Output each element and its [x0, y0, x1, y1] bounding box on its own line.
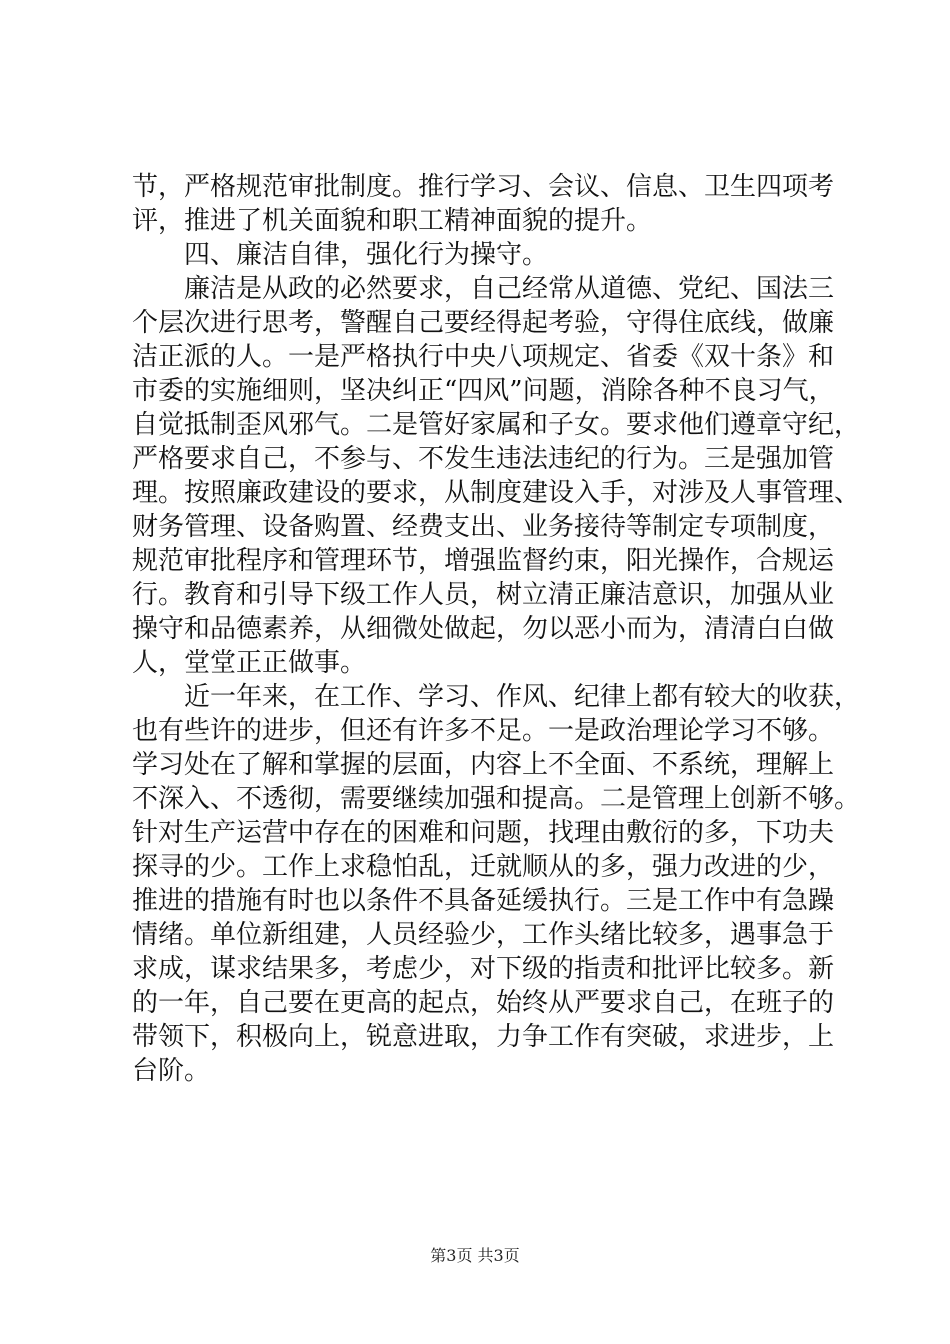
text-line: 操守和品德素养，从细微处做起，勿以恶小而为，清清白白做 — [132, 614, 835, 644]
text-line: 洁正派的人。一是严格执行中央八项规定、省委《双十条》和 — [132, 342, 835, 372]
text-line: 学习处在了解和掌握的层面，内容上不全面、不系统，理解上 — [132, 750, 835, 780]
text-line: 廉洁是从政的必然要求，自己经常从道德、党纪、国法三 — [132, 274, 835, 304]
text-line: 人，堂堂正正做事。 — [132, 648, 367, 678]
text-line: 个层次进行思考，警醒自己要经得起考验，守得住底线，做廉 — [132, 308, 835, 338]
text-line: 自觉抵制歪风邪气。二是管好家属和子女。要求他们遵章守纪， — [132, 410, 861, 440]
page-number-footer: 第3页 共3页 — [430, 1246, 520, 1265]
text-line: 行。教育和引导下级工作人员，树立清正廉洁意识，加强从业 — [132, 580, 835, 610]
text-line: 求成，谋求结果多，考虑少，对下级的指责和批评比较多。新 — [132, 954, 835, 984]
text-line: 市委的实施细则，坚决纠正“四风”问题，消除各种不良习气， — [132, 376, 835, 406]
text-line: 推进的措施有时也以条件不具备延缓执行。三是工作中有急躁 — [132, 886, 835, 916]
text-line: 严格要求自己，不参与、不发生违法违纪的行为。三是强加管 — [132, 444, 835, 474]
text-line: 评，推进了机关面貌和职工精神面貌的提升。 — [132, 206, 653, 236]
text-line: 带领下，积极向上，锐意进取，力争工作有突破，求进步，上 — [132, 1022, 835, 1052]
text-line: 情绪。单位新组建，人员经验少，工作头绪比较多，遇事急于 — [132, 920, 835, 950]
text-line: 也有些许的进步，但还有许多不足。一是政治理论学习不够。 — [132, 716, 835, 746]
body-text — [132, 170, 861, 1088]
text-line: 财务管理、设备购置、经费支出、业务接待等制定专项制度， — [132, 512, 835, 542]
text-line: 的一年，自己要在更高的起点，始终从严要求自己，在班子的 — [132, 988, 835, 1018]
text-line: 近一年来，在工作、学习、作风、纪律上都有较大的收获， — [132, 682, 861, 712]
text-line: 节，严格规范审批制度。推行学习、会议、信息、卫生四项考 — [132, 172, 835, 202]
section-heading: 四、廉洁自律，强化行为操守。 — [132, 240, 549, 270]
text-line: 针对生产运营中存在的困难和问题，找理由敷衍的多，下功夫 — [132, 818, 835, 848]
text-line: 台阶。 — [132, 1056, 211, 1086]
text-line: 不深入、不透彻，需要继续加强和提高。二是管理上创新不够。 — [132, 784, 861, 814]
text-line: 理。按照廉政建设的要求，从制度建设入手，对涉及人事管理、 — [132, 478, 861, 508]
text-line: 规范审批程序和管理环节，增强监督约束，阳光操作，合规运 — [132, 546, 835, 576]
text-line: 探寻的少。工作上求稳怕乱，迁就顺从的多，强力改进的少， — [132, 852, 835, 882]
